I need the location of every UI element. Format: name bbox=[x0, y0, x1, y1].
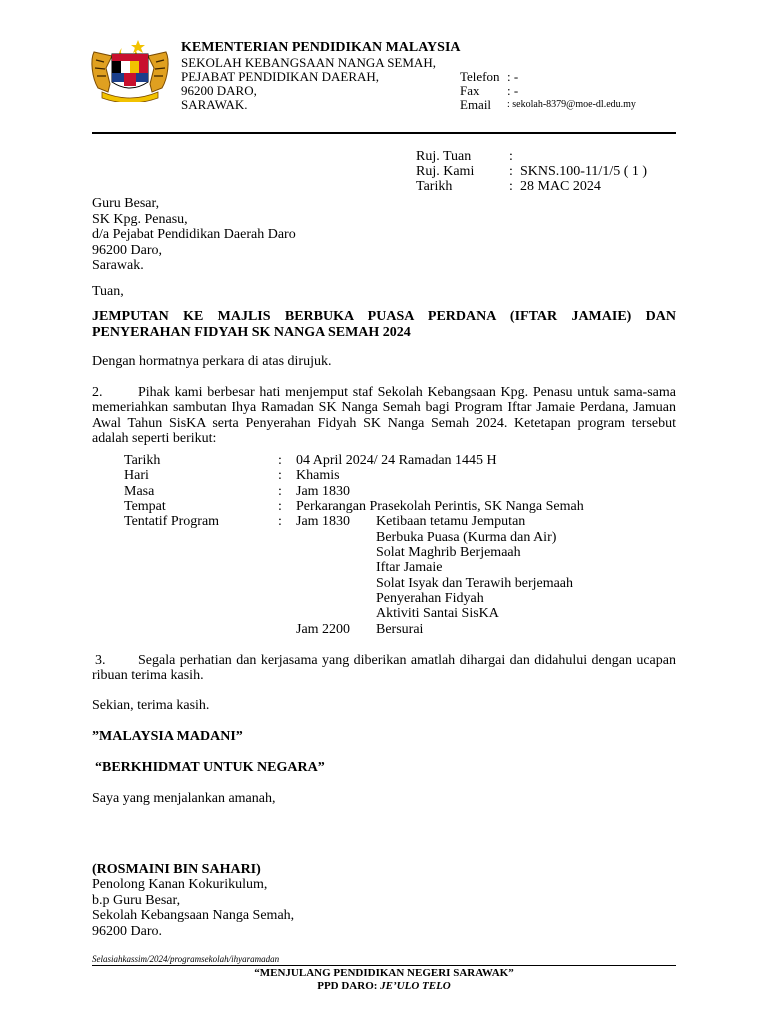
detail-tentatif-colon: : bbox=[278, 514, 282, 529]
tentatif-item: Iftar Jamaie bbox=[376, 560, 443, 575]
para3-number: 3. bbox=[95, 653, 106, 668]
signatory-title: Penolong Kanan Kokurikulum, bbox=[92, 877, 268, 892]
tentatif-item: Penyerahan Fidyah bbox=[376, 591, 484, 606]
coat-of-arms-logo bbox=[88, 38, 172, 102]
letter-subject: JEMPUTAN KE MAJLIS BERBUKA PUASA PERDANA (IFTAR JAMAIE) DAN PENYERAHAN FIDYAH SK NANGA SEMAH 2024 bbox=[92, 309, 676, 340]
tentatif-item: Aktiviti Santai SisKA bbox=[376, 606, 499, 621]
para2-number: 2. bbox=[92, 385, 103, 400]
para2-first-line: Pihak kami berbesar hati menjemput staf Sekolah Kebangsaan Kpg. Penasu untuk sama-sama bbox=[138, 385, 676, 400]
closing-line: Sekian, terima kasih. bbox=[92, 698, 210, 713]
detail-tempat-value: Perkarangan Prasekolah Perintis, SK Nanga Semah bbox=[296, 499, 584, 514]
signatory-name: (ROSMAINI BIN SAHARI) bbox=[92, 862, 261, 877]
recipient-line-4: 96200 Daro, bbox=[92, 243, 162, 258]
detail-hari-label: Hari bbox=[124, 468, 149, 483]
detail-hari-colon: : bbox=[278, 468, 282, 483]
footer-motto: “MENJULANG PENDIDIKAN NEGERI SARAWAK” bbox=[254, 967, 514, 979]
email-value: : sekolah-8379@moe-dl.edu.my bbox=[507, 99, 636, 110]
fax-value: : - bbox=[507, 83, 519, 98]
slogan-malaysia-madani: ”MALAYSIA MADANI” bbox=[92, 729, 243, 744]
ruj-tuan-label: Ruj. Tuan bbox=[416, 149, 472, 164]
tentatif-item: Ketibaan tetamu Jemputan bbox=[376, 514, 526, 529]
tentatif-item: Solat Maghrib Berjemaah bbox=[376, 545, 521, 560]
address-line-state: SARAWAK. bbox=[181, 97, 248, 112]
signatory-line: Sekolah Kebangsaan Nanga Semah, bbox=[92, 908, 295, 923]
ruj-kami-value: SKNS.100-11/1/5 ( 1 ) bbox=[520, 164, 648, 179]
telefon-value: : - bbox=[507, 69, 519, 84]
file-path-note: Selasiahkassim/2024/programsekolah/ihyaramadan bbox=[92, 954, 280, 964]
tentatif-item: Solat Isyak dan Terawih berjemaah bbox=[376, 576, 574, 591]
footer-ppd-motto: JE’ULO TELO bbox=[380, 980, 451, 992]
ruj-tuan-colon: : bbox=[509, 149, 513, 164]
footer-ppd bbox=[92, 980, 676, 993]
recipient-line-5: Sarawak. bbox=[92, 258, 144, 273]
detail-masa-colon: : bbox=[278, 484, 282, 499]
header-divider bbox=[92, 132, 676, 134]
telefon-label: Telefon bbox=[460, 69, 500, 84]
tentatif-item: Berbuka Puasa (Kurma dan Air) bbox=[376, 530, 557, 545]
school-name: SEKOLAH KEBANGSAAN NANGA SEMAH, bbox=[181, 55, 436, 70]
tentatif-item-last: Bersurai bbox=[376, 622, 424, 637]
tarikh-colon: : bbox=[509, 179, 513, 194]
recipient-line-3: d/a Pejabat Pendidikan Daerah Daro bbox=[92, 227, 296, 242]
recipient-line-2: SK Kpg. Penasu, bbox=[92, 212, 188, 227]
tarikh-label: Tarikh bbox=[416, 179, 453, 194]
para3-body: ribuan terima kasih. bbox=[92, 668, 204, 683]
address-line-postcode: 96200 DARO, bbox=[181, 83, 257, 98]
signatory-line: 96200 Daro. bbox=[92, 924, 162, 939]
footer-ppd-prefix: PPD DARO: bbox=[317, 980, 381, 992]
opening-paragraph: Dengan hormatnya perkara di atas dirujuk. bbox=[92, 354, 332, 369]
tentatif-time-start: Jam 1830 bbox=[296, 514, 351, 529]
detail-tarikh-label: Tarikh bbox=[124, 453, 161, 468]
tentatif-time-end: Jam 2200 bbox=[296, 622, 351, 637]
detail-tarikh-value: 04 April 2024/ 24 Ramadan 1445 H bbox=[296, 453, 497, 468]
signatory-line: b.p Guru Besar, bbox=[92, 893, 181, 908]
detail-tempat-colon: : bbox=[278, 499, 282, 514]
para3-first-line: Segala perhatian dan kerjasama yang diberikan amatlah dihargai dan didahului dengan ucapan bbox=[138, 653, 676, 668]
tarikh-value: 28 MAC 2024 bbox=[520, 179, 601, 194]
fax-label: Fax bbox=[460, 83, 480, 98]
address-line-office: PEJABAT PENDIDIKAN DAERAH, bbox=[181, 69, 380, 84]
detail-tempat-label: Tempat bbox=[124, 499, 166, 514]
footer-divider bbox=[92, 965, 676, 966]
detail-masa-value: Jam 1830 bbox=[296, 484, 351, 499]
slogan-berkhidmat: “BERKHIDMAT UNTUK NEGARA” bbox=[95, 760, 325, 775]
email-label: Email bbox=[460, 97, 492, 112]
detail-hari-value: Khamis bbox=[296, 468, 340, 483]
ruj-kami-label: Ruj. Kami bbox=[416, 164, 475, 179]
detail-masa-label: Masa bbox=[124, 484, 155, 499]
ruj-kami-colon: : bbox=[509, 164, 513, 179]
recipient-line-1: Guru Besar, bbox=[92, 196, 160, 211]
detail-tentatif-label: Tentatif Program bbox=[124, 514, 220, 529]
ministry-name: KEMENTERIAN PENDIDIKAN MALAYSIA bbox=[181, 40, 461, 55]
para2-body: memeriahkan sambutan Ihya Ramadan SK Nanga Semah bagi Program Iftar Jamaie Perdana, Jamuan Awal Tahun SisKA serta Penyerahan Fidyah SK Nanga Semah 2024. Ketetapan program tersebut adalah seperti berikut: bbox=[92, 400, 676, 446]
detail-tarikh-colon: : bbox=[278, 453, 282, 468]
salutation: Tuan, bbox=[92, 284, 124, 299]
sign-intro: Saya yang menjalankan amanah, bbox=[92, 791, 276, 806]
